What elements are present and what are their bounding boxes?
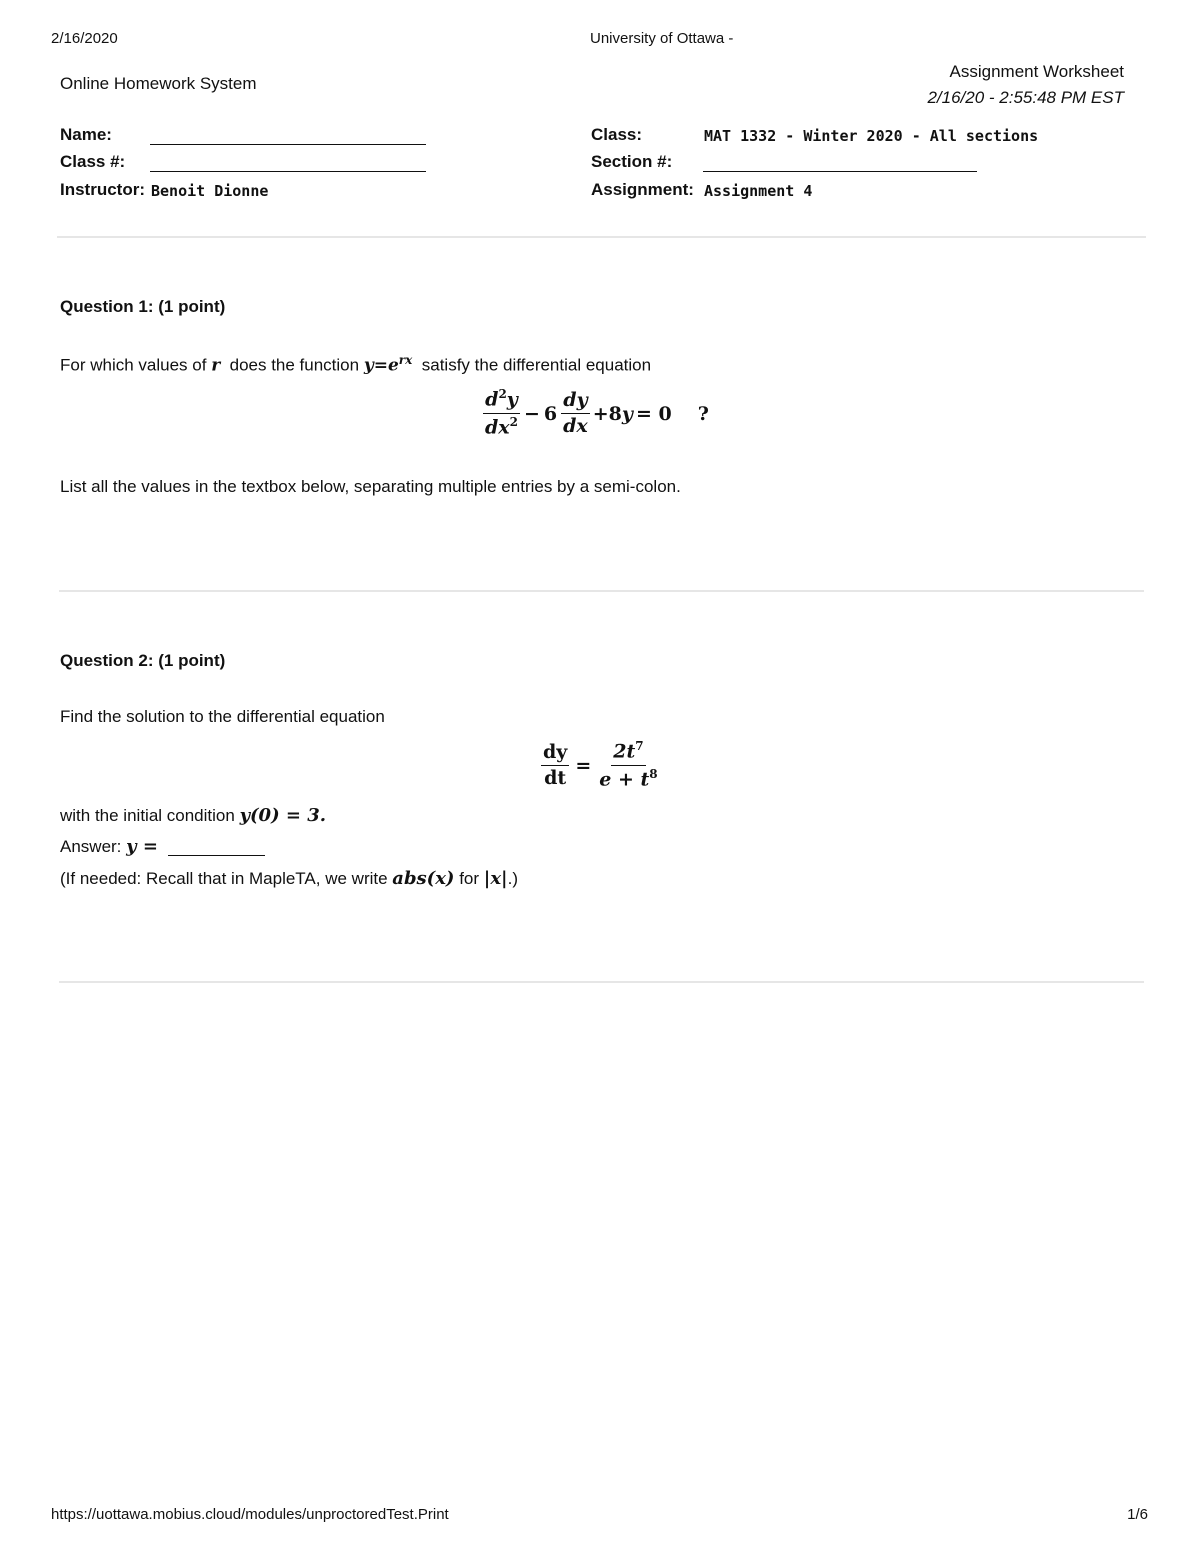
question-1-equation [483,388,709,439]
footer-page: 1/6 [1127,1506,1148,1523]
section-field[interactable] [703,171,977,172]
worksheet-datetime: 2/16/20 - 2:55:48 PM EST [927,88,1124,107]
q1-func-y: y [363,355,374,376]
instructor-label: Instructor: [60,180,145,199]
class-num-field[interactable] [150,171,426,172]
q2-note-text: (If needed: Recall that in MapleTA, we write [60,869,388,888]
question-2-title: Question 2: (1 point) [60,651,226,670]
q1-func-eq: = [373,355,388,376]
question-2-equation [541,740,660,791]
q2-frac-rhs [597,740,659,791]
q1-text-a: For which values of [60,355,207,375]
q2-den-exp: 8 [649,767,658,782]
q1-d: d [485,388,499,411]
question-2-initial-condition [60,805,326,826]
q1-y-a: y [506,388,518,411]
q2-num: 2t [613,740,636,763]
class-value: MAT 1332 - Winter 2020 - All sections [704,127,1039,145]
question-2-answer-field[interactable] [168,855,265,856]
q2-den: e + t [599,768,650,791]
q2-dy: dy [541,742,569,766]
q2-num-exp: 7 [635,739,644,753]
instructor-value: Benoit Dionne [151,182,269,200]
q2-note-absx: |x| [483,868,508,889]
question-2-prompt: Find the solution to the differential equation [60,707,385,726]
assignment-label: Assignment: [591,180,694,199]
q1-question-mark: ? [697,402,709,425]
print-title: University of Ottawa - [590,30,734,47]
worksheet-title: Assignment Worksheet [949,62,1124,81]
question-1-divider [59,590,1144,592]
footer-url: https://uottawa.mobius.cloud/modules/unproctoredTest.Print [51,1506,449,1523]
q1-equals-zero: = 0 [635,402,672,425]
q1-plus-eight: +8 [592,402,622,425]
q2-note-for: for [459,869,480,888]
q1-dy: dy [561,390,589,414]
class-label: Class: [591,125,643,144]
q1-minus: − [523,402,540,425]
q1-var-r: r [211,355,221,376]
question-1-prompt [60,353,651,376]
question-1-title: Question 1: (1 point) [60,297,226,316]
q2-initial-text: with the initial condition [60,806,235,825]
q1-frac-first-derivative [561,390,590,437]
print-date: 2/16/2020 [51,30,118,47]
q2-answer-math: y = [126,836,158,857]
q2-dt: dt [544,767,567,790]
q2-initial-math: y(0) = 3. [239,805,326,826]
name-label: Name: [60,125,112,144]
q1-six: 6 [543,402,558,425]
q1-pow-b: 2 [509,415,518,430]
q1-dx-b: dx [563,415,588,438]
header-divider [57,236,1146,238]
section-label: Section #: [591,152,673,171]
q1-frac-second-derivative [483,388,520,439]
q2-note-abs: abs(x) [392,868,455,889]
name-field[interactable] [150,144,426,145]
q1-func-e: e [387,355,399,376]
q2-equals: = [575,754,592,777]
q1-dx-a: dx [485,416,510,439]
question-2-note [60,868,518,889]
q2-frac-derivative [541,742,569,789]
q1-text-c: satisfy the differential equation [421,355,652,375]
question-1-instruction: List all the values in the textbox below, separating multiple entries by a semi-colon. [60,477,681,496]
q1-text-b: does the function [229,355,360,375]
class-num-label: Class #: [60,152,126,171]
question-2-answer-row [60,836,158,857]
question-2-divider [59,981,1144,983]
q1-pow-a: 2 [498,387,507,401]
q2-note-end: .) [507,869,518,888]
q2-answer-label: Answer: [60,837,122,856]
system-name: Online Homework System [60,74,257,93]
assignment-value: Assignment 4 [704,182,813,200]
q1-y-b: y [621,402,633,425]
q1-func-exp: rx [398,353,413,367]
